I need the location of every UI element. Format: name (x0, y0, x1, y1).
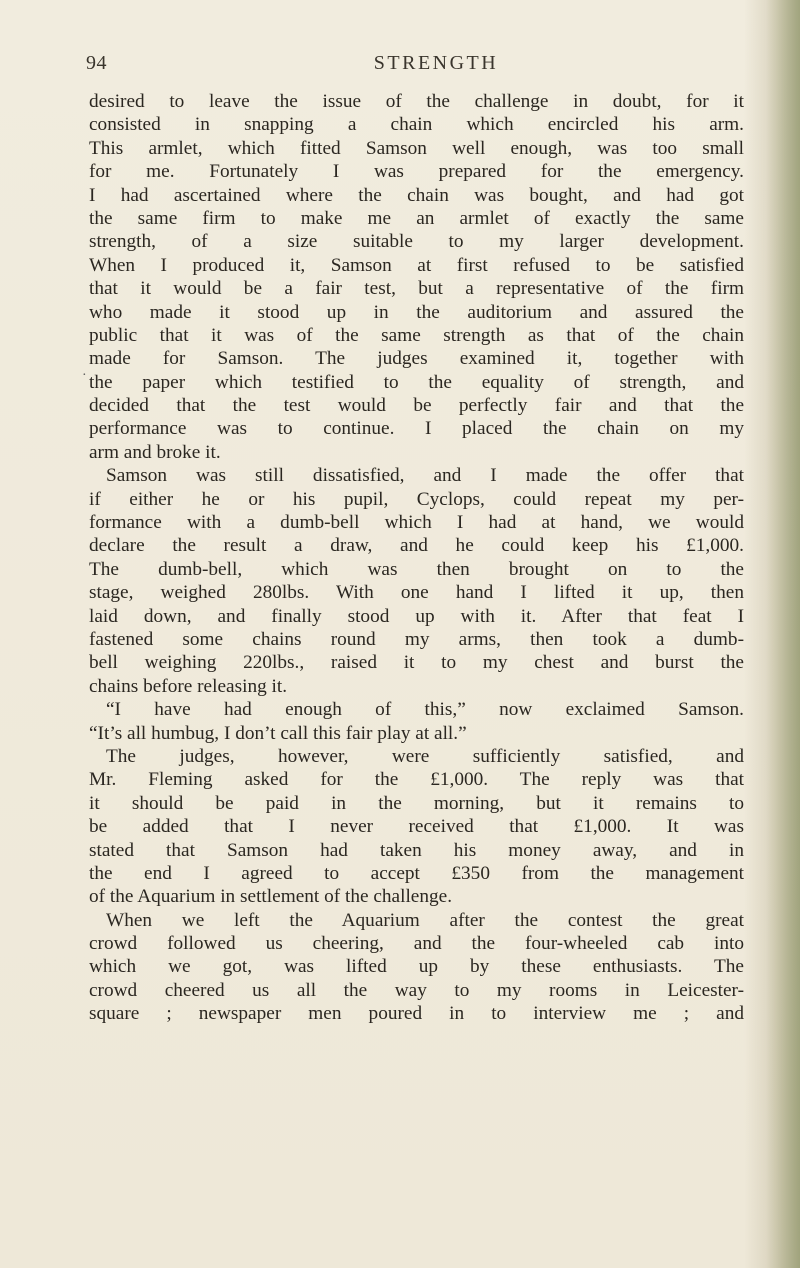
text-line: stated that Samson had taken his money away, and in (89, 839, 744, 861)
text-line: The judges, however, were sufficiently satisfied, and (106, 745, 744, 767)
text-line: it should be paid in the morning, but it remains to (89, 792, 744, 814)
text-line: who made it stood up in the auditorium and assured the (89, 301, 744, 323)
text-line: performance was to continue. I placed the chain on my (89, 418, 744, 440)
page-header (86, 52, 766, 82)
text-line: for me. Fortunately I was prepared for the emergency. (89, 161, 744, 183)
text-line: be added that I never received that £1,000. It was (89, 816, 744, 838)
body-text (89, 90, 744, 1026)
text-line: public that it was of the same strength as that of the chain (89, 324, 744, 346)
text-line: that it would be a fair test, but a representative of the firm (89, 278, 744, 300)
text-line: chains before releasing it. (89, 675, 288, 697)
text-line: if either he or his pupil, Cyclops, could repeat my per- (89, 488, 744, 510)
text-line: This armlet, which fitted Samson well enough, was too small (89, 137, 744, 159)
text-line: Mr. Fleming asked for the £1,000. The reply was that (89, 769, 744, 791)
text-line: strength, of a size suitable to my larger development. (89, 231, 744, 253)
page-edge-shadow (766, 0, 800, 1268)
text-line: consisted in snapping a chain which encircled his arm. (89, 114, 744, 136)
text-line: Samson was still dissatisfied, and I made the offer that (106, 465, 744, 487)
text-line: “It’s all humbug, I don’t call this fair play at all.” (89, 722, 467, 744)
text-line: desired to leave the issue of the challenge in doubt, for it (89, 91, 744, 112)
text-line: When we left the Aquarium after the contest the great (106, 909, 744, 931)
text-line: the same firm to make me an armlet of exactly the same (89, 207, 744, 229)
text-line: the paper which testified to the equality of strength, and (89, 371, 744, 393)
text-line: declare the result a draw, and he could keep his £1,000. (89, 535, 744, 557)
text-line: formance with a dumb-bell which I had at hand, we would (89, 512, 744, 534)
text-line: I had ascertained where the chain was bought, and had got (89, 184, 744, 206)
text-line: bell weighing 220lbs., raised it to my chest and burst the (89, 652, 744, 674)
text-line: which we got, was lifted up by these enthusiasts. The (89, 956, 744, 978)
text-line: crowd cheered us all the way to my rooms in Leicester- (89, 979, 744, 1001)
text-line: made for Samson. The judges examined it, together with (89, 348, 744, 370)
text-line: stage, weighed 280lbs. With one hand I lifted it up, then (89, 582, 744, 604)
text-line: arm and broke it. (89, 441, 221, 463)
text-line: laid down, and finally stood up with it. After that feat I (89, 605, 744, 627)
text-line: crowd followed us cheering, and the four-wheeled cab into (89, 933, 744, 955)
text-line: When I produced it, Samson at first refused to be satisfied (89, 254, 744, 276)
page-number: 94 (86, 52, 107, 74)
running-head: STRENGTH (373, 52, 499, 74)
text-line: square ; newspaper men poured in to interview me ; and (89, 1003, 744, 1025)
text-line: decided that the test would be perfectly fair and that the (89, 395, 744, 417)
text-line: fastened some chains round my arms, then took a dumb- (89, 628, 744, 650)
text-line: of the Aquarium in settlement of the challenge. (89, 886, 453, 908)
text-line: The dumb-bell, which was then brought on to the (89, 558, 744, 580)
text-line: the end I agreed to accept £350 from the management (89, 862, 744, 884)
text-line: “I have had enough of this,” now exclaimed Samson. (106, 699, 744, 721)
margin-mark: · (82, 368, 87, 383)
